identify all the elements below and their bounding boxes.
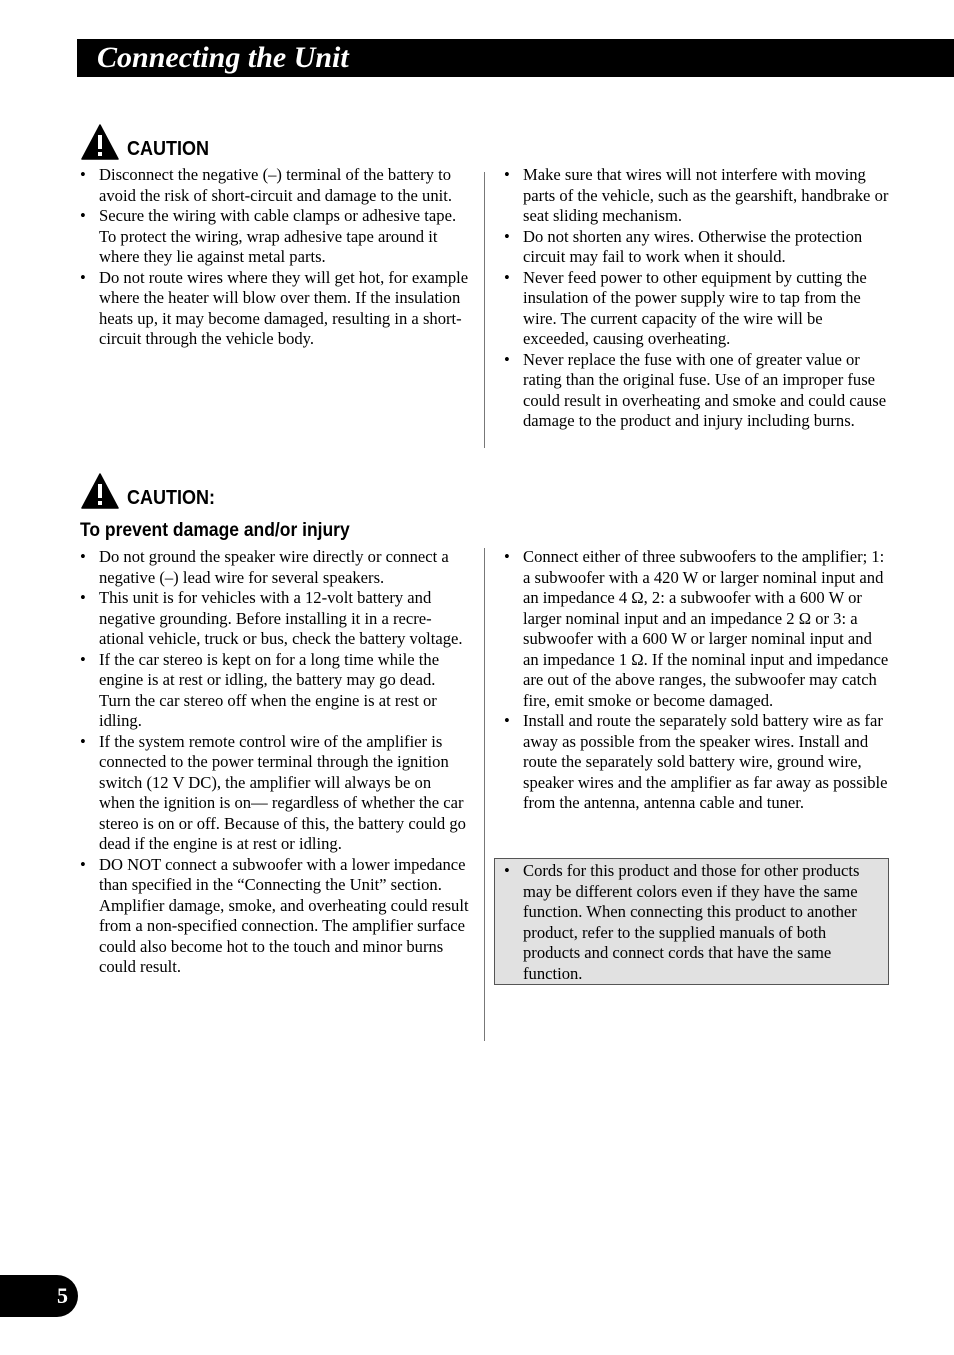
list-item: • Secure the wiring with cable clamps or adhesive tape. To protect the wiring, wrap adhesive tape around it where they lie against metal parts. (77, 206, 469, 268)
page-title: Connecting the Unit (97, 41, 349, 74)
list-item: • Make sure that wires will not interfere with moving parts of the vehicle, such as the gearshift, handbrake or seat sliding mechanism. (501, 165, 891, 227)
page-number-tab (0, 1275, 78, 1317)
list-item: • Do not route wires where they will get hot, for example where the heater will blow over them. If the insulation heats up, it may become damaged, resulting in a short-circuit through the vehicle body. (77, 268, 469, 350)
note-list (501, 861, 884, 984)
caution-list-right (501, 165, 891, 432)
page-number: 5 (57, 1283, 68, 1308)
warning-icon (81, 124, 119, 160)
list-item: • If the car stereo is kept on for a long time while the engine is at rest or idling, the battery may go dead. Turn the car stereo off when the engine is at rest or idling. (77, 650, 469, 732)
caution-heading (81, 473, 225, 509)
list-item: • Do not shorten any wires. Otherwise the protection circuit may fail to work when it should. (501, 227, 891, 268)
list-item: • Do not ground the speaker wire directly or connect a negative (–) lead wire for several speakers. (77, 547, 469, 588)
list-item: • Never feed power to other equipment by cutting the insulation of the power supply wire to tap from the wire. The current capacity of the wire will be exceeded, causing overheating. (501, 268, 891, 350)
caution-heading (81, 124, 218, 160)
list-item: • Never replace the fuse with one of greater value or rating than the original fuse. Use of an improper fuse could result in overheating and smoke and could cause damage to the product and injury including burns. (501, 350, 891, 432)
section-subheading: To prevent damage and/or injury (80, 520, 350, 541)
caution-list-left (77, 547, 469, 978)
list-item: • DO NOT connect a subwoofer with a lower impedance than specified in the “Connecting the Unit” section. Amplifier damage, smoke, and overheating could result from a non-specified connection. The amplifier surface could also become hot to the touch and minor burns could result. (77, 855, 469, 978)
caution-label: CAUTION (127, 138, 209, 160)
caution-list-right (501, 547, 891, 814)
list-item: • Cords for this product and those for other products may be different colors even if they have the same function. When connecting this product to another product, refer to the supplied manuals of both products and connect cords that have the same function. (501, 861, 884, 984)
column-divider (484, 548, 485, 1041)
list-item: • This unit is for vehicles with a 12-volt battery and negative grounding. Before installing it in a recreational vehicle, truck or bus, check the battery voltage. (77, 588, 469, 650)
column-divider (484, 172, 485, 448)
caution-label: CAUTION: (127, 487, 215, 509)
list-item: • Connect either of three subwoofers to the amplifier; 1: a subwoofer with a 420 W or larger nominal input and an impedance 4 Ω, 2: a subwoofer with a 600 W or larger nominal input and an impedance 2 Ω or 3: a subwoofer with a 600 W or larger nominal input and an impedance 1 Ω. If the nominal input and impedance are out of the above ranges, the subwoofer may catch fire, emit smoke or become damaged. (501, 547, 891, 711)
list-item: • If the system remote control wire of the amplifier is connected to the power terminal through the ignition switch (12 V DC), the amplifier will always be on when the ignition is on— regardless of whether the car stereo is on or off. Because of this, the battery could go dead if the engine is at rest or idling. (77, 732, 469, 855)
warning-icon (81, 473, 119, 509)
list-item: • Install and route the separately sold battery wire as far away as possible from the speaker wires. Install and route the separately sold battery wire, ground wire, speaker wires and the amplifier as far away as possible from the antenna, antenna cable and tuner. (501, 711, 891, 814)
caution-list-left (77, 165, 469, 350)
note-box (494, 858, 889, 985)
list-item: • Disconnect the negative (–) terminal of the battery to avoid the risk of short-circuit and damage to the unit. (77, 165, 469, 206)
header-bar (77, 39, 954, 77)
